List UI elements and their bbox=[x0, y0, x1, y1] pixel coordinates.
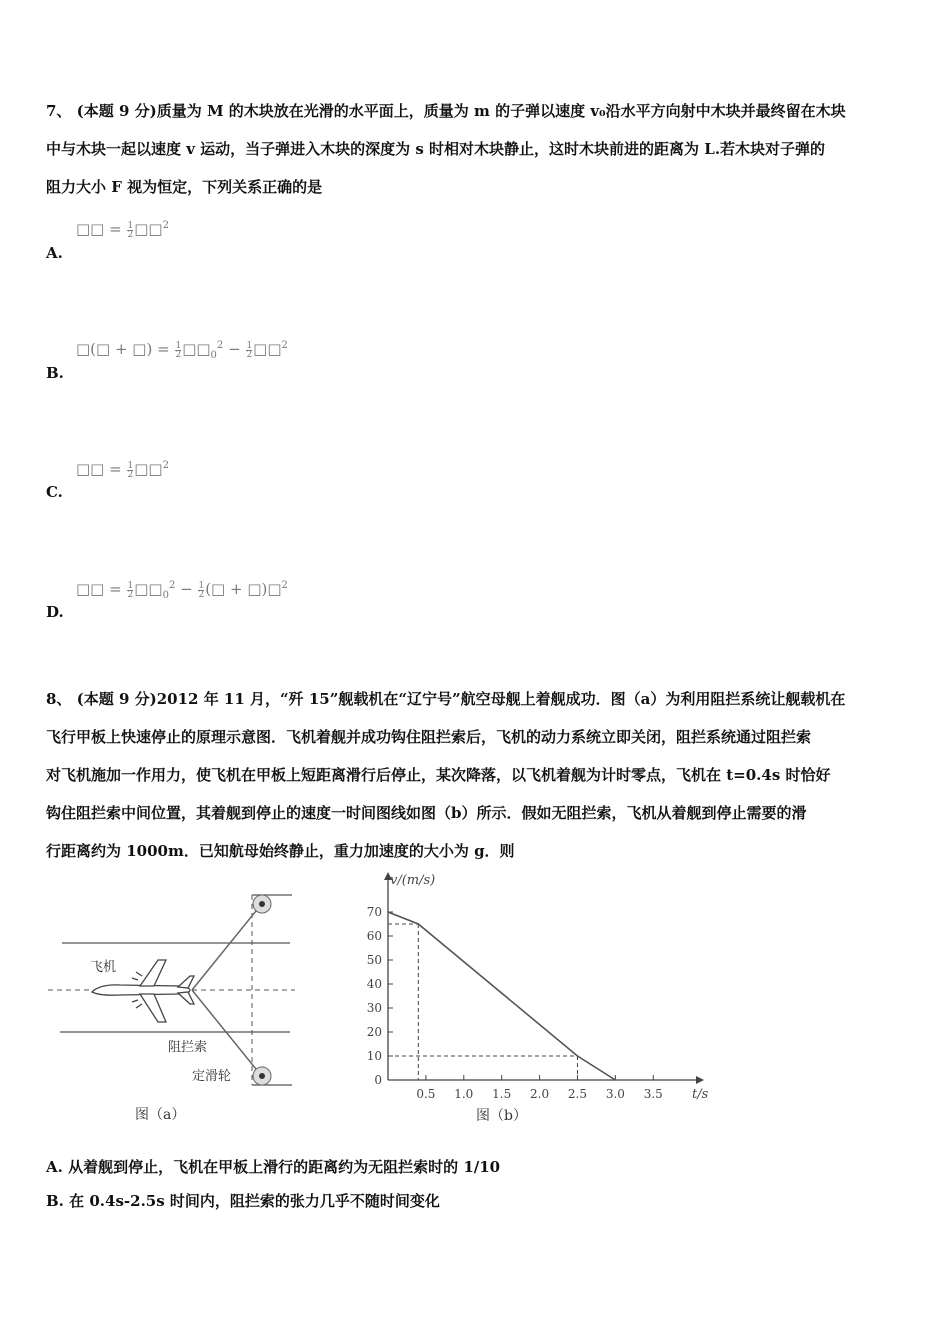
x-tick-label: 1.0 bbox=[454, 1087, 474, 1101]
y-tick-label: 70 bbox=[366, 905, 382, 919]
x-tick-label: 2.5 bbox=[567, 1087, 588, 1101]
cable-upper bbox=[192, 906, 260, 990]
q8-line-4: 钩住阻拦索中间位置，其着舰到停止的速度一时间图线如图（b）所示．假如无阻拦索，飞机从着舰到停止需要的滑 bbox=[46, 804, 807, 822]
q7-line-3: 阻力大小 F 视为恒定，下列关系正确的是 bbox=[46, 178, 323, 196]
pulley-top-icon bbox=[253, 895, 271, 913]
q8-line-5: 行距离约为 1000m．已知航母始终静止，重力加速度的大小为 g．则 bbox=[46, 842, 515, 860]
figure-a-caption: 图（a） bbox=[135, 1107, 186, 1123]
x-tick-label: 1.5 bbox=[492, 1087, 512, 1101]
data-point bbox=[615, 1079, 617, 1081]
q8-line-2: 飞行甲板上快速停止的原理示意图．飞机着舰并成功钩住阻拦索后，飞机的动力系统立即关闭，阻拦系统通过阻拦索 bbox=[46, 728, 812, 746]
x-tick-label: 2.0 bbox=[530, 1087, 550, 1101]
q8-line-1: 8、 (本题 9 分)2012 年 11 月，“歼 15”舰载机在“辽宁号”航空母舰上着舰成功．图（a）为利用阻拦系统让舰载机在 bbox=[46, 690, 846, 708]
x-axis-label: t/s bbox=[692, 1087, 709, 1102]
q7-line-2: 中与木块一起以速度 v 运动，当子弹进入木块的深度为 s 时相对木块静止，这时木块前进的距离为 L.若木块对子弹的 bbox=[46, 140, 826, 158]
q8-option-b-text: 在 0.4s-2.5s 时间内，阻拦索的张力几乎不随时间变化 bbox=[69, 1192, 440, 1210]
q8-option-a-text: 从着舰到停止，飞机在甲板上滑行的距离约为无阻拦索时的 1/10 bbox=[68, 1158, 501, 1176]
q8-line-3: 对飞机施加一作用力，使飞机在甲板上短距离滑行后停止，某次降落，以飞机着舰为计时零点，飞机在 t=0.4s 时恰好 bbox=[46, 766, 831, 784]
question-8 bbox=[46, 680, 906, 870]
x-axis-arrow bbox=[696, 1076, 704, 1084]
q7-option-b-label[interactable]: B. bbox=[46, 364, 64, 382]
q8-option-a[interactable] bbox=[46, 1156, 500, 1177]
pulley-bottom-icon bbox=[253, 1067, 271, 1085]
q8-option-a-label: A. bbox=[46, 1158, 63, 1176]
cable-label: 阻拦索 bbox=[168, 1040, 208, 1055]
y-tick-label: 10 bbox=[366, 1049, 382, 1063]
x-tick-label: 0.5 bbox=[416, 1087, 436, 1101]
q8-option-b-label: B. bbox=[46, 1192, 64, 1210]
q7-option-a-label[interactable]: A. bbox=[46, 244, 63, 262]
y-tick-label: 0 bbox=[374, 1073, 382, 1087]
figure-a-diagram bbox=[40, 880, 310, 1130]
x-tick-label: 3.0 bbox=[605, 1087, 625, 1101]
series-line bbox=[388, 912, 615, 1080]
figure-b-chart bbox=[350, 868, 709, 1130]
data-point bbox=[418, 923, 420, 925]
q7-line-1: 7、 (本题 9 分)质量为 M 的木块放在光滑的水平面上，质量为 m 的子弹以速度 v₀沿水平方向射中木块并最终留在木块 bbox=[46, 102, 846, 120]
y-tick-label: 30 bbox=[366, 1001, 382, 1015]
figure-b-caption: 图（b） bbox=[476, 1108, 527, 1124]
q7-option-a-formula: □□ = $\frac{1}{2}$ □□$^2$ bbox=[76, 220, 169, 240]
q7-option-b-formula: □(□ + □) = $\frac{1}{2}$ $□□_0^2$ − $\frac{1}{2}$ □□$^2$ bbox=[76, 340, 288, 361]
x-tick-label: 3.5 bbox=[643, 1087, 663, 1101]
data-point bbox=[577, 1055, 579, 1057]
q7-option-d-formula: □□ = $\frac{1}{2}$ $□□_0^2$ − $\frac{1}{2}$ (□ + □)□$^2$ bbox=[76, 580, 288, 601]
plane-label: 飞机 bbox=[90, 960, 117, 975]
y-tick-label: 60 bbox=[366, 929, 382, 943]
q7-option-d-label[interactable]: D. bbox=[46, 603, 64, 621]
q7-option-c-formula: □□ = $\frac{1}{2}$ □□$^2$ bbox=[76, 460, 169, 480]
q8-option-b[interactable] bbox=[46, 1190, 440, 1211]
data-point bbox=[387, 911, 389, 913]
question-7 bbox=[46, 92, 906, 206]
q7-option-c-label[interactable]: C. bbox=[46, 483, 63, 501]
y-tick-label: 40 bbox=[366, 977, 382, 991]
y-axis-label: v/(m/s) bbox=[390, 873, 436, 888]
pulley-label: 定滑轮 bbox=[192, 1069, 232, 1084]
y-tick-label: 20 bbox=[366, 1025, 382, 1039]
y-tick-label: 50 bbox=[366, 953, 382, 967]
